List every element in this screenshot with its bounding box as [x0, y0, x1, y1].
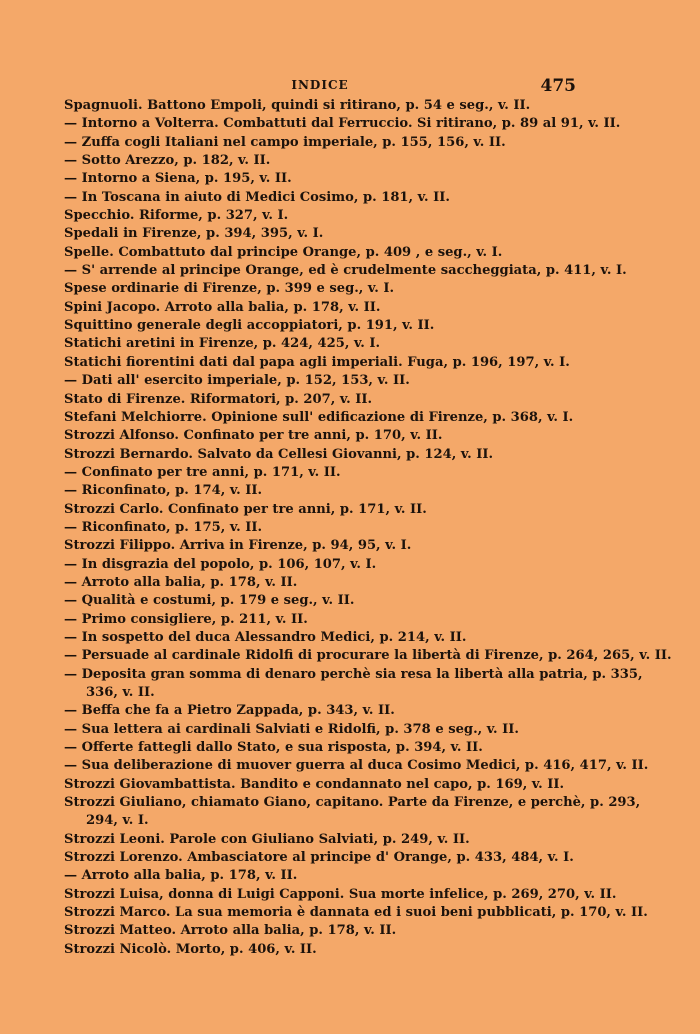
index-entry: — Persuade al cardinale Ridolfi di procurare la libertà di Firenze, p. 264, 265, v. II. [64, 648, 672, 664]
index-entry: Strozzi Marco. La sua memoria è dannata ed i suoi beni pubblicati, p. 170, v. II. [64, 905, 648, 921]
index-entry: Strozzi Giuliano, chiamato Giano, capitano. Parte da Firenze, e perchè, p. 293, [64, 795, 641, 811]
index-entry: Strozzi Carlo. Confinato per tre anni, p. 171, v. II. [64, 501, 427, 517]
page-header [64, 78, 576, 98]
index-entry: Strozzi Matteo. Arroto alla balia, p. 178, v. II. [64, 923, 397, 939]
index-entry: Spedali in Firenze, p. 394, 395, v. I. [64, 226, 324, 242]
index-entry: — Zuffa cogli Italiani nel campo imperiale, p. 155, 156, v. II. [64, 134, 506, 150]
index-entry: — Qualità e costumi, p. 179 e seg., v. II. [64, 593, 355, 609]
index-entry: — Dati all' esercito imperiale, p. 152, 153, v. II. [64, 373, 410, 389]
index-entry: Strozzi Giovambattista. Bandito e condannato nel capo, p. 169, v. II. [64, 776, 565, 792]
index-entry: Strozzi Lorenzo. Ambasciatore al principe d' Orange, p. 433, 484, v. I. [64, 850, 574, 866]
index-entry: Strozzi Nicolò. Morto, p. 406, v. II. [64, 941, 317, 957]
index-entry: — Offerte fattegli dallo Stato, e sua risposta, p. 394, v. II. [64, 740, 483, 756]
index-entry: — Arroto alla balia, p. 178, v. II. [64, 868, 298, 884]
index-entry: Strozzi Luisa, donna di Luigi Capponi. Sua morte infelice, p. 269, 270, v. II. [64, 886, 617, 902]
index-entry: Statichi aretini in Firenze, p. 424, 425, v. I. [64, 336, 381, 352]
index-entry: Specchio. Riforme, p. 327, v. I. [64, 208, 289, 224]
index-entry: — Deposita gran somma di denaro perchè sia resa la libertà alla patria, p. 335, [64, 666, 643, 682]
index-entry: — In sospetto del duca Alessandro Medici, p. 214, v. II. [64, 629, 467, 645]
index-entry: Spelle. Combattuto dal principe Orange, p. 409 , e seg., v. I. [64, 244, 503, 260]
index-entry: — Arroto alla balia, p. 178, v. II. [64, 574, 298, 590]
index-entry: — Sua lettera ai cardinali Salviati e Ridolfi, p. 378 e seg., v. II. [64, 721, 519, 737]
index-entries [64, 97, 672, 959]
index-entry: Statichi fiorentini dati dal papa agli imperiali. Fuga, p. 196, 197, v. I. [64, 354, 570, 370]
index-entry: — Primo consigliere, p. 211, v. II. [64, 611, 308, 627]
index-entry: — S' arrende al principe Orange, ed è crudelmente saccheggiata, p. 411, v. I. [64, 263, 627, 279]
index-entry: — Beffa che fa a Pietro Zappada, p. 343, v. II. [64, 703, 395, 719]
index-entry: Spagnuoli. Battono Empoli, quindi si ritirano, p. 54 e seg., v. II. [64, 98, 531, 113]
index-entry: — In disgrazia del popolo, p. 106, 107, v. I. [64, 556, 377, 572]
index-entry: — Confinato per tre anni, p. 171, v. II. [64, 464, 341, 480]
index-entry: Stato di Firenze. Riformatori, p. 207, v. II. [64, 391, 373, 407]
index-entry: 336, v. II. [86, 685, 155, 700]
index-entry: — Riconfinato, p. 174, v. II. [64, 483, 263, 499]
index-entry: 294, v. I. [86, 813, 149, 829]
index-entry: Strozzi Filippo. Arriva in Firenze, p. 94, 95, v. I. [64, 538, 412, 554]
index-entry: Squittino generale degli accoppiatori, p. 191, v. II. [64, 318, 435, 334]
index-entry: — Sua deliberazione di muover guerra al duca Cosimo Medici, p. 416, 417, v. II. [64, 758, 649, 774]
index-entry: Spini Jacopo. Arroto alla balia, p. 178, v. II. [64, 299, 381, 315]
page-number: 475 [540, 76, 576, 96]
index-entry: — In Toscana in aiuto di Medici Cosimo, p. 181, v. II. [64, 189, 450, 205]
index-entry: — Intorno a Siena, p. 195, v. II. [64, 171, 292, 187]
index-entry: Strozzi Leoni. Parole con Giuliano Salviati, p. 249, v. II. [64, 831, 470, 847]
page-title: INDICE [291, 78, 349, 92]
index-entry: Strozzi Alfonso. Confinato per tre anni, p. 170, v. II. [64, 428, 443, 444]
index-entry: — Intorno a Volterra. Combattuti dal Ferruccio. Si ritirano, p. 89 al 91, v. II. [64, 116, 621, 132]
index-entry: — Sotto Arezzo, p. 182, v. II. [64, 153, 271, 169]
index-entry: Stefani Melchiorre. Opinione sull' edificazione di Firenze, p. 368, v. I. [64, 409, 574, 425]
index-entry: Spese ordinarie di Firenze, p. 399 e seg., v. I. [64, 281, 394, 297]
index-entry: Strozzi Bernardo. Salvato da Cellesi Giovanni, p. 124, v. II. [64, 446, 494, 462]
index-entry: — Riconfinato, p. 175, v. II. [64, 519, 263, 535]
